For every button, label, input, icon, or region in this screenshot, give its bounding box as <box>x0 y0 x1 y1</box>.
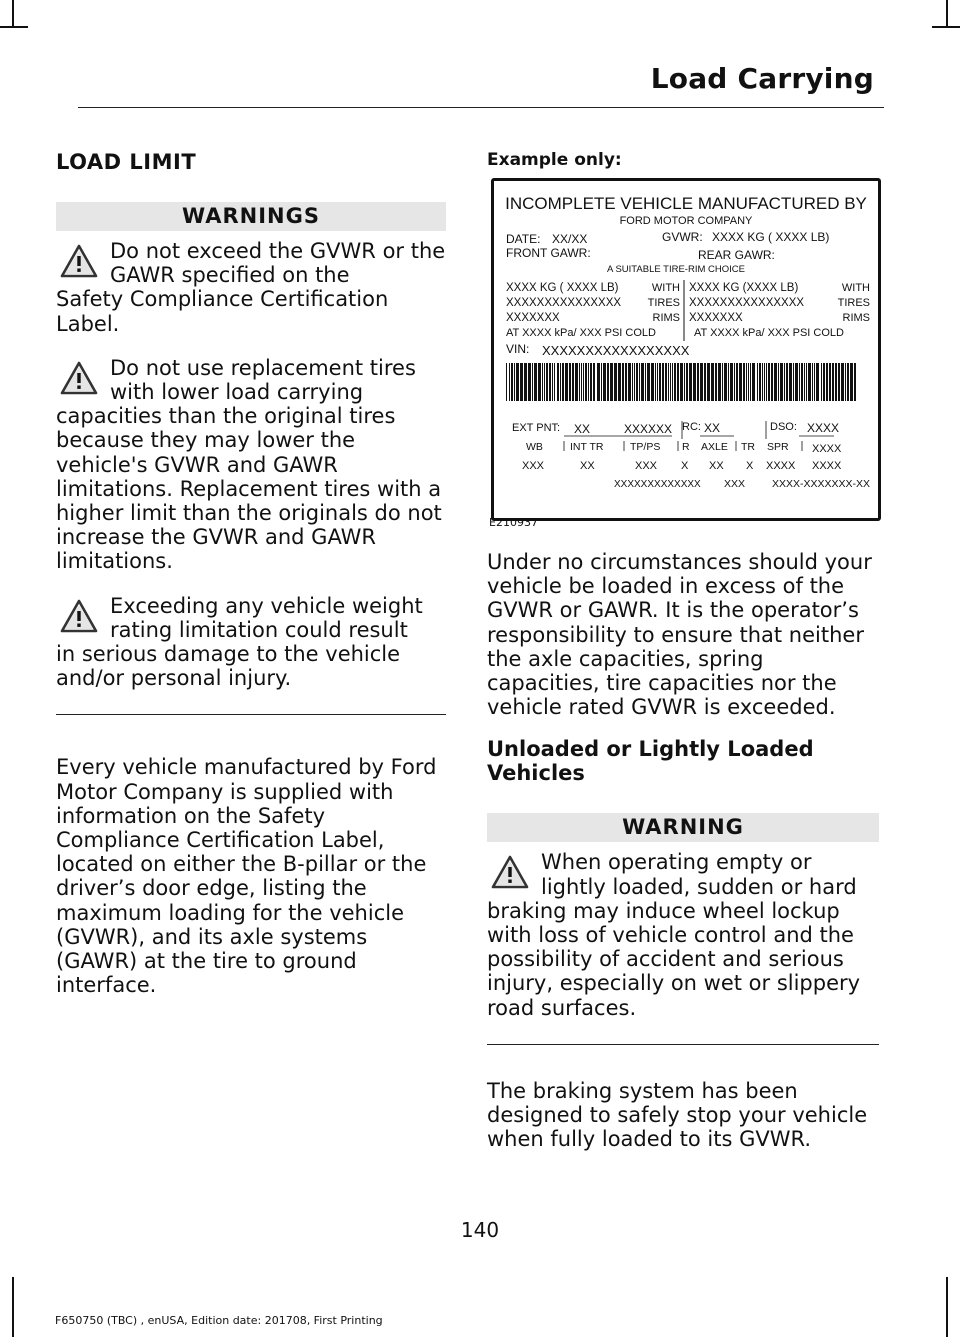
dso-label: DSO: <box>770 421 797 433</box>
rc-value: XX <box>704 421 721 435</box>
divider <box>487 1044 879 1045</box>
rear-rim-size: XXXXXXX <box>689 312 743 324</box>
certification-label-figure <box>491 178 881 521</box>
warning-item <box>56 594 446 691</box>
warnings-heading: WARNINGS <box>56 202 446 231</box>
label-title: INCOMPLETE VEHICLE MANUFACTURED BY <box>505 194 867 213</box>
warning-item <box>487 850 879 1019</box>
warning-lead: Exceeding any vehicle weight rating limitation could result <box>110 593 423 642</box>
tp-ps-value: XXX <box>635 460 658 472</box>
warning-lead: Do not exceed the GVWR or the GAWR specified on the <box>110 239 446 288</box>
dso-value: XXXX <box>807 421 840 435</box>
warning-triangle-icon <box>490 854 530 890</box>
left-column <box>56 120 446 997</box>
tire-choice: A SUITABLE TIRE-RIM CHOICE <box>607 264 745 275</box>
vin-barcode <box>506 363 856 401</box>
vin-label: VIN: <box>506 342 530 356</box>
front-rims: RIMS <box>652 312 680 324</box>
warning-text: Safety Compliance Certification Label. <box>56 287 389 336</box>
front-pressure: AT XXXX kPa/ XXX PSI COLD <box>506 327 656 339</box>
sub-heading: Unloaded or Lightly Loaded Vehicles <box>487 737 814 786</box>
warning-heading: WARNING <box>487 813 879 842</box>
front-with: WITH <box>651 282 680 294</box>
ext-pnt-label: EXT PNT: <box>512 422 561 434</box>
warning-triangle-icon <box>59 360 99 396</box>
page-header <box>78 58 884 108</box>
chapter-title: Load Carrying <box>650 62 874 95</box>
spr-label: SPR <box>767 441 789 453</box>
front-tire-size: XXXXXXXXXXXXXXX <box>506 297 622 309</box>
tr-label: TR <box>741 441 755 453</box>
date-label: DATE: <box>506 232 541 246</box>
front-gawr-label: FRONT GAWR: <box>506 246 591 260</box>
crop-mark <box>946 0 948 28</box>
rear-gawr-label: REAR GAWR: <box>698 248 775 262</box>
warning-text: capacities than the original tires because they may lower the vehicle's GVWR and GAWR limitations. Replacement tires with a higher limit than the originals do not increase the GVWR and GAWR limitations. <box>56 404 442 574</box>
vin-value: XXXXXXXXXXXXXXXXX <box>542 343 690 358</box>
axle-label: AXLE <box>701 441 728 453</box>
right-flow <box>487 550 879 1151</box>
rear-axle-kg: XXXX KG (XXXX LB) <box>689 282 799 294</box>
wb-value: XXX <box>522 460 545 472</box>
date-value: XX/XX <box>552 232 588 246</box>
spr-value: XXXX <box>812 443 842 455</box>
warning-item <box>56 356 446 574</box>
body-paragraph: Under no circumstances should your vehicle be loaded in excess of the GVWR or GAWR. It is the operator’s responsibility to ensure that neither the axle capacities, spring capacities, tire capacities nor the vehicle rated GVWR is exceeded. <box>487 550 872 720</box>
warning-lead: When operating empty or lightly loaded, sudden or hard <box>541 850 857 899</box>
front-rim-size: XXXXXXX <box>506 312 560 324</box>
tr-value: X <box>746 460 754 472</box>
gvwr-label: GVWR: <box>662 230 703 244</box>
rear-rims: RIMS <box>842 312 870 324</box>
rear-with: WITH <box>841 282 870 294</box>
last-value: XXXX <box>812 460 842 472</box>
example-label: Example only: <box>487 150 622 170</box>
warning-lead: Do not use replacement tires with lower load carrying <box>110 355 416 405</box>
body-paragraph: Every vehicle manufactured by Ford Motor Company is supplied with information on the Safety Compliance Certification Label, located on either the B-pillar or the driver’s door edge, listing the maximum loading for the vehicle (GVWR), and its axle systems (GAWR) at the tire to ground interface. <box>56 755 437 998</box>
rear-tires: TIRES <box>837 297 870 309</box>
label-company: FORD MOTOR COMPANY <box>619 215 753 227</box>
wb-label: WB <box>526 441 543 453</box>
axle-value: XX <box>709 460 724 472</box>
bottom-code-2: XXX <box>724 478 746 490</box>
spr-value-2: XXXX <box>766 460 796 472</box>
certification-label-svg <box>494 181 878 518</box>
divider <box>56 714 446 715</box>
int-tr-label: INT TR <box>570 441 604 453</box>
int-tr-value: XX <box>580 460 595 472</box>
rear-pressure: AT XXXX kPa/ XXX PSI COLD <box>694 327 844 339</box>
warning-item <box>56 239 446 336</box>
section-heading: LOAD LIMIT <box>56 150 197 174</box>
body-paragraph: The braking system has been designed to safely stop your vehicle when fully loaded to its GVWR. <box>487 1078 868 1152</box>
crop-mark <box>12 0 14 28</box>
front-tires: TIRES <box>647 297 680 309</box>
figure-code: E210937 <box>489 516 538 529</box>
warning-triangle-icon <box>59 243 99 279</box>
crop-mark <box>0 26 28 28</box>
ext-pnt-value: XX <box>574 422 591 436</box>
front-axle-kg: XXXX KG ( XXXX LB) <box>506 282 619 294</box>
warning-triangle-icon <box>59 598 99 634</box>
bottom-code-3: XXXX-XXXXXXX-XX <box>772 478 871 490</box>
gvwr-value: XXXX KG ( XXXX LB) <box>712 230 830 244</box>
ext-code: XXXXXX <box>624 422 673 436</box>
crop-mark <box>946 1277 948 1337</box>
warning-text: in serious damage to the vehicle and/or personal injury. <box>56 642 401 691</box>
r-label: R <box>682 441 690 453</box>
crop-mark <box>932 26 960 28</box>
r-value: X <box>681 460 689 472</box>
rc-label: RC: <box>682 421 701 433</box>
bottom-code-1: XXXXXXXXXXXXX <box>614 479 701 490</box>
warning-text: braking may induce wheel lockup with loss of vehicle control and the possibility of accident and serious injury, especially on wet or slippery road surfaces. <box>487 898 861 1020</box>
footer-edition: F650750 (TBC) , enUSA, Edition date: 201708, First Printing <box>55 1314 383 1327</box>
right-column <box>487 120 879 1152</box>
tp-ps-label: TP/PS <box>630 441 661 453</box>
page-number: 140 <box>460 1218 500 1242</box>
crop-mark <box>12 1277 14 1337</box>
rear-tire-size: XXXXXXXXXXXXXXX <box>689 297 805 309</box>
